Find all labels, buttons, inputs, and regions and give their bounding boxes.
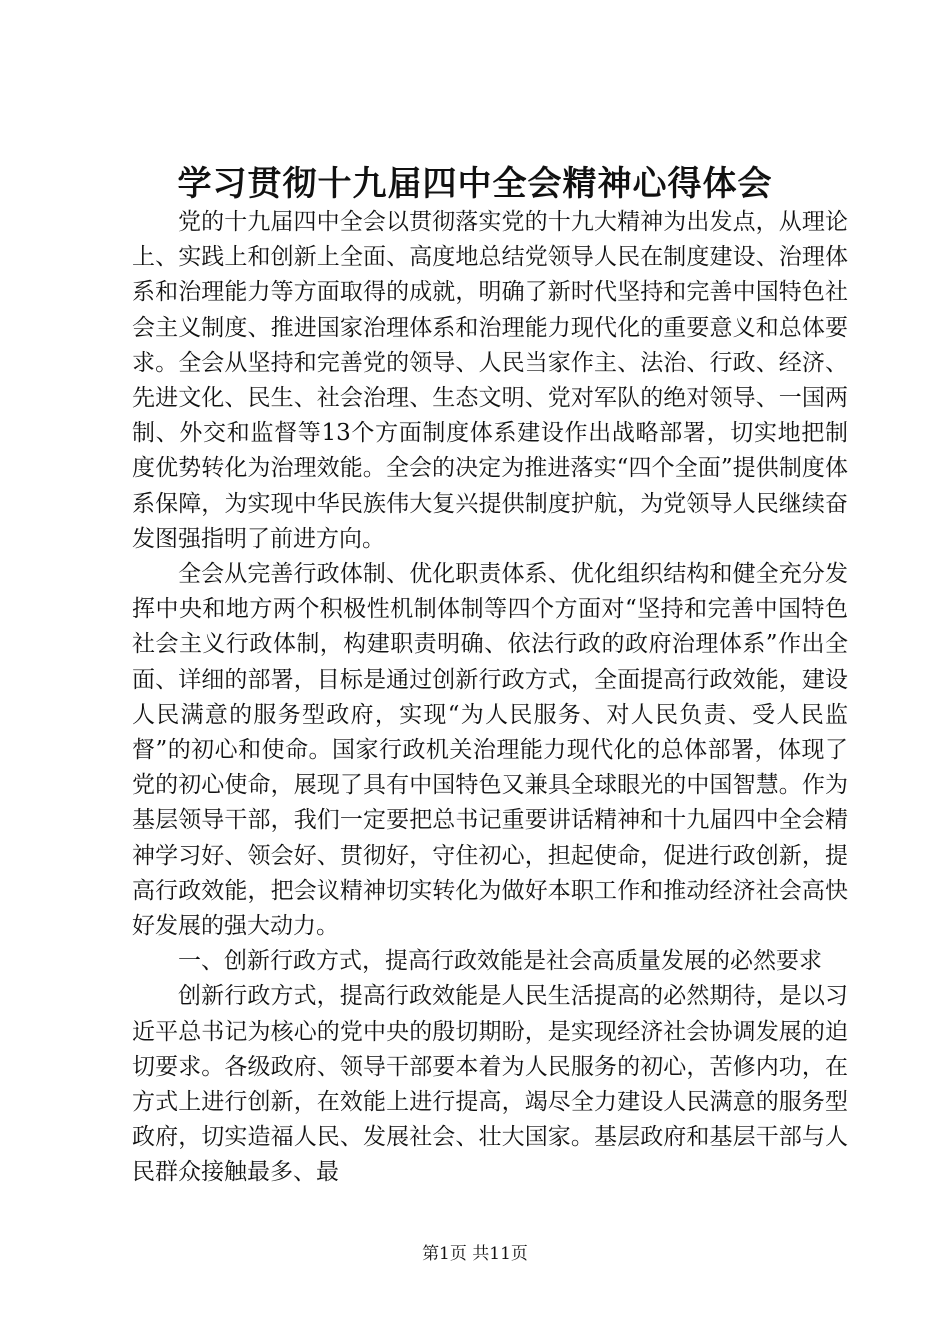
paragraph-2: 全会从完善行政体制、优化职责体系、优化组织结构和健全充分发挥中央和地方两个积极性机制体制等四个方面对“坚持和完善中国特色社会主义行政体制，构建职责明确、依法行政的政府治理体系”作出全面、详细的部署，目标是通过创新行政方式，全面提高行政效能，建设人民满意的服务型政府，实现“为人民服务、对人民负责、受人民监督”的初心和使命。国家行政机关治理能力现代化的总体部署，体现了党的初心使命，展现了具有中国特色又兼具全球眼光的中国智慧。作为基层领导干部，我们一定要把总书记重要讲话精神和十九届四中全会精神学习好、领会好、贯彻好，守住初心，担起使命，促进行政创新，提高行政效能，把会议精神切实转化为做好本职工作和推动经济社会高快好发展的强大动力。 [132, 561, 848, 940]
document-body [132, 205, 848, 1191]
paragraph-3: 创新行政方式，提高行政效能是人民生活提高的必然期待，是以习近平总书记为核心的党中央的殷切期盼，是实现经济社会协调发展的迫切要求。各级政府、领导干部要本着为人民服务的初心，苦修内功，在方式上进行创新，在效能上进行提高，竭尽全力建设人民满意的服务型政府，切实造福人民、发展社会、壮大国家。基层政府和基层干部与人民群众接触最多、最 [132, 983, 848, 1186]
paragraph-1: 党的十九届四中全会以贯彻落实党的十九大精神为出发点，从理论上、实践上和创新上全面、高度地总结党领导人民在制度建设、治理体系和治理能力等方面取得的成就，明确了新时代坚持和完善中国特色社会主义制度、推进国家治理体系和治理能力现代化的重要意义和总体要求。全会从坚持和完善党的领导、人民当家作主、法治、行政、经济、先进文化、民生、社会治理、生态文明、党对军队的绝对领导、一国两制、外交和监督等13个方面制度体系建设作出战略部署，切实地把制度优势转化为治理效能。全会的决定为推进落实“四个全面”提供制度体系保障，为实现中华民族伟大复兴提供制度护航，为党领导人民继续奋发图强指明了前进方向。 [132, 209, 848, 552]
section-heading-1: 一、创新行政方式，提高行政效能是社会高质量发展的必然要求 [178, 948, 822, 975]
document-title: 学习贯彻十九届四中全会精神心得体会 [177, 164, 773, 204]
page-number-footer: 第1页 共11页 [422, 1244, 528, 1264]
